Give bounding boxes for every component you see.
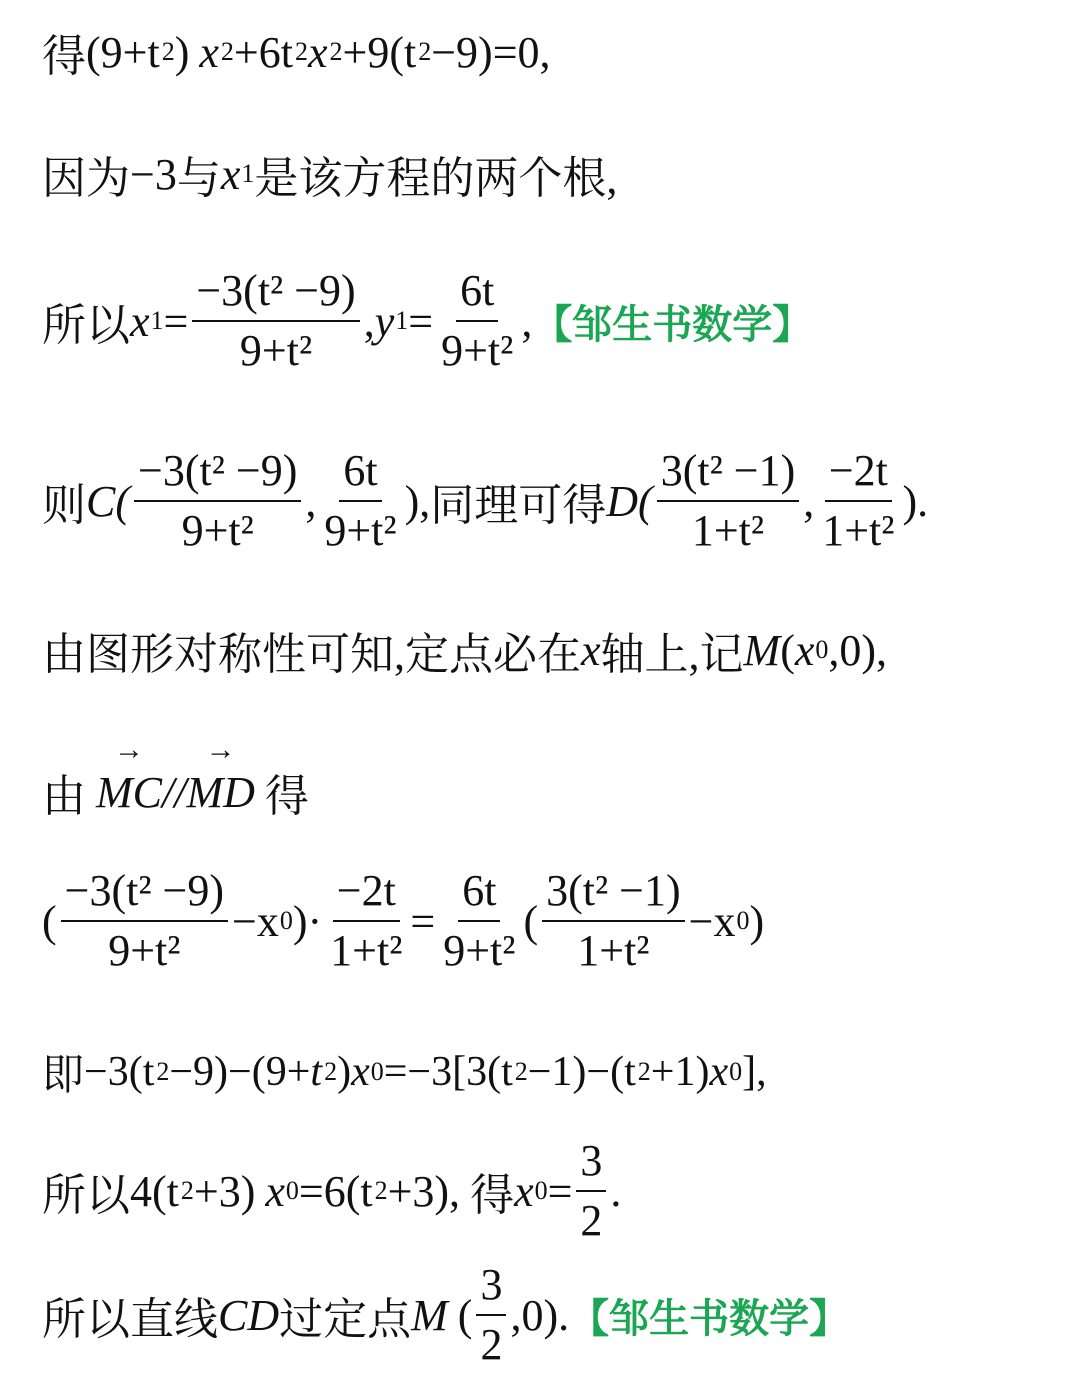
punct: ). (902, 476, 929, 526)
denominator: 9+t² (441, 326, 514, 376)
operator: = (547, 1166, 573, 1216)
point-label: M (743, 625, 781, 675)
operator: + (342, 27, 368, 77)
number: 9 (367, 27, 390, 77)
equation-line-7: ( $\frac{\text{−3(t² −9)}}{\text{9+t²}}$ −x 0 )· $\frac{-2t}{\text{1+t²}}$ = $\frac{6t}{\text{9+t²}}$ ( $\frac{\text{3(t² −1)}}{\text{1+t²}}$ −x 0 ) (42, 866, 765, 976)
numerator: 6t (456, 268, 498, 322)
paren: ( (42, 896, 57, 946)
fraction (657, 448, 800, 554)
numerator: −3(t² −9) (192, 268, 359, 322)
punct: ,0), (828, 625, 888, 675)
text: 所以 (42, 1171, 130, 1221)
variable: x (130, 296, 150, 346)
operator: + (122, 27, 148, 77)
term: +3), (387, 1166, 461, 1216)
variable: x (220, 149, 241, 199)
numerator: 6t (339, 448, 381, 502)
brand-watermark: 【邹生书数学】 (569, 1295, 850, 1342)
operator: = (163, 296, 189, 346)
text: 得 (470, 1171, 515, 1221)
term: −3(t (84, 1049, 155, 1095)
variable: x (581, 625, 601, 675)
point-label: C( (86, 476, 130, 526)
variable: x (514, 1166, 534, 1216)
text-line-6 (42, 732, 309, 824)
vector-mc (96, 732, 162, 818)
denominator: 9+t² (108, 926, 181, 976)
punct: . (610, 1166, 622, 1216)
fraction (818, 448, 898, 554)
variable: t (310, 1049, 323, 1095)
denominator: 2 (480, 1320, 503, 1370)
numerator: −2t (825, 448, 892, 502)
term: −9)−(9+ (169, 1049, 311, 1095)
fraction (134, 448, 301, 554)
text-line-5: 由图形对称性可知,定点必在 x 轴上,记 M ( x 0 ,0), (42, 618, 887, 682)
numerator: −3(t² −9) (61, 868, 228, 922)
term: +1) (650, 1049, 710, 1095)
term: 4(t (130, 1166, 179, 1216)
point-label: M (411, 1290, 448, 1340)
punct: , (305, 476, 317, 526)
text: 则 (42, 481, 86, 531)
equation-line-8: 即 −3(t 2 −9)−(9+ t 2 ) x 0 =−3[3(t 2 −1)−(t 2 +1) x 0 ], (42, 1042, 767, 1102)
variable: x (199, 27, 219, 77)
text: 由图形对称性可知,定点必在 (42, 630, 581, 679)
term: +3) (193, 1166, 256, 1216)
numerator: −3(t² −9) (134, 448, 301, 502)
paren: ) (749, 896, 765, 946)
arrow-icon: → (114, 732, 144, 766)
vector-label: MC (96, 767, 162, 817)
fraction (476, 1262, 506, 1368)
point-label: D( (606, 476, 653, 526)
operator: = (408, 296, 434, 346)
number: −3 (130, 149, 177, 199)
text: 轴上,记 (600, 630, 744, 679)
text: 得 (42, 32, 86, 81)
operator: = (492, 27, 518, 77)
punct: ,0). (510, 1290, 570, 1340)
paren: ) (337, 1049, 352, 1095)
parallel-symbol: // (162, 767, 187, 817)
punct: , (363, 296, 375, 346)
number: 9 (100, 27, 123, 77)
fraction (439, 868, 519, 974)
paren: ( (457, 1290, 473, 1340)
text: 同理可得 (430, 481, 607, 531)
equation-line-1: 得 ( 9 + t 2 ) x 2 + 6t 2 x 2 + 9 (t 2 −9 ) = 0, (42, 20, 551, 84)
operator: = (410, 896, 436, 946)
term: −x (232, 896, 279, 946)
paren: ( (523, 896, 539, 946)
term: −9 (431, 27, 479, 77)
variable: y (374, 296, 395, 346)
fraction (326, 868, 406, 974)
denominator: 9+t² (181, 506, 254, 556)
numerator: 3 (476, 1262, 506, 1316)
vector-md (186, 732, 255, 818)
vector-label: MD (186, 767, 255, 817)
numerator: 6t (458, 868, 500, 922)
denominator: 9+t² (239, 326, 313, 376)
equation-line-4 (42, 448, 928, 554)
fraction (576, 1138, 606, 1244)
text: 所以直线 (42, 1295, 218, 1345)
numerator: 3(t² −1) (657, 448, 800, 502)
text-line-2: 因为 −3 与 x 1 是该方程的两个根, (42, 142, 617, 206)
text: 即 (42, 1053, 85, 1099)
punct: )· (292, 896, 323, 946)
fraction (542, 868, 685, 974)
fraction (320, 448, 400, 554)
arrow-icon: → (205, 732, 236, 766)
variable: x (265, 1166, 285, 1216)
conclusion-line (42, 1262, 849, 1368)
term: −1)−(t (527, 1049, 636, 1095)
variable: x (351, 1049, 370, 1095)
text: 由 (42, 772, 86, 821)
fraction (192, 268, 359, 374)
text: 与 (176, 154, 221, 203)
variable: x (794, 625, 815, 675)
term: 6t (258, 27, 293, 77)
brand-watermark: 【邹生书数学】 (532, 301, 813, 348)
text: 过定点 (279, 1295, 412, 1345)
numerator: 3 (576, 1138, 606, 1192)
punct: ], (742, 1049, 767, 1095)
numerator: −2t (333, 868, 400, 922)
denominator: 1+t² (330, 926, 403, 976)
fraction (61, 868, 228, 974)
term: −x (688, 896, 736, 946)
paren: ( (86, 27, 101, 77)
punct: ), (404, 476, 431, 526)
paren: ( (780, 625, 795, 675)
term: =6(t (298, 1166, 373, 1216)
variable: t (147, 27, 160, 77)
denominator: 2 (580, 1196, 603, 1246)
punct: , (521, 296, 533, 346)
text: 得 (264, 772, 309, 821)
denominator: 1+t² (691, 506, 765, 556)
text: 因为 (42, 154, 130, 203)
variable: x (709, 1049, 729, 1095)
denominator: 1+t² (577, 926, 650, 976)
variable: x (307, 27, 328, 77)
term: =−3[3(t (383, 1049, 513, 1095)
equation-line-9: 所以 4(t 2 +3) x 0 =6(t 2 +3), 得 x 0 = $\frac{3}{2}$ . (42, 1136, 622, 1246)
punct: , (803, 476, 815, 526)
fraction (437, 268, 517, 374)
text: 所以 (42, 301, 130, 351)
numerator: 3(t² −1) (542, 868, 685, 922)
denominator: 9+t² (443, 926, 516, 976)
denominator: 1+t² (822, 506, 895, 556)
text: 是该方程的两个根, (254, 154, 618, 203)
operator: + (233, 27, 259, 77)
paren: ) (174, 27, 190, 77)
line-label: CD (218, 1290, 280, 1340)
denominator: 9+t² (324, 506, 397, 556)
equation-line-3: 所以 x 1 = $\frac{\text{−3(t² −9)}}{\text{9+t²}}$ , y 1 = $\frac{6t}{\text{9+t²}}$ , 【邹生书数学】 (42, 266, 813, 376)
number: 0, (517, 27, 551, 77)
